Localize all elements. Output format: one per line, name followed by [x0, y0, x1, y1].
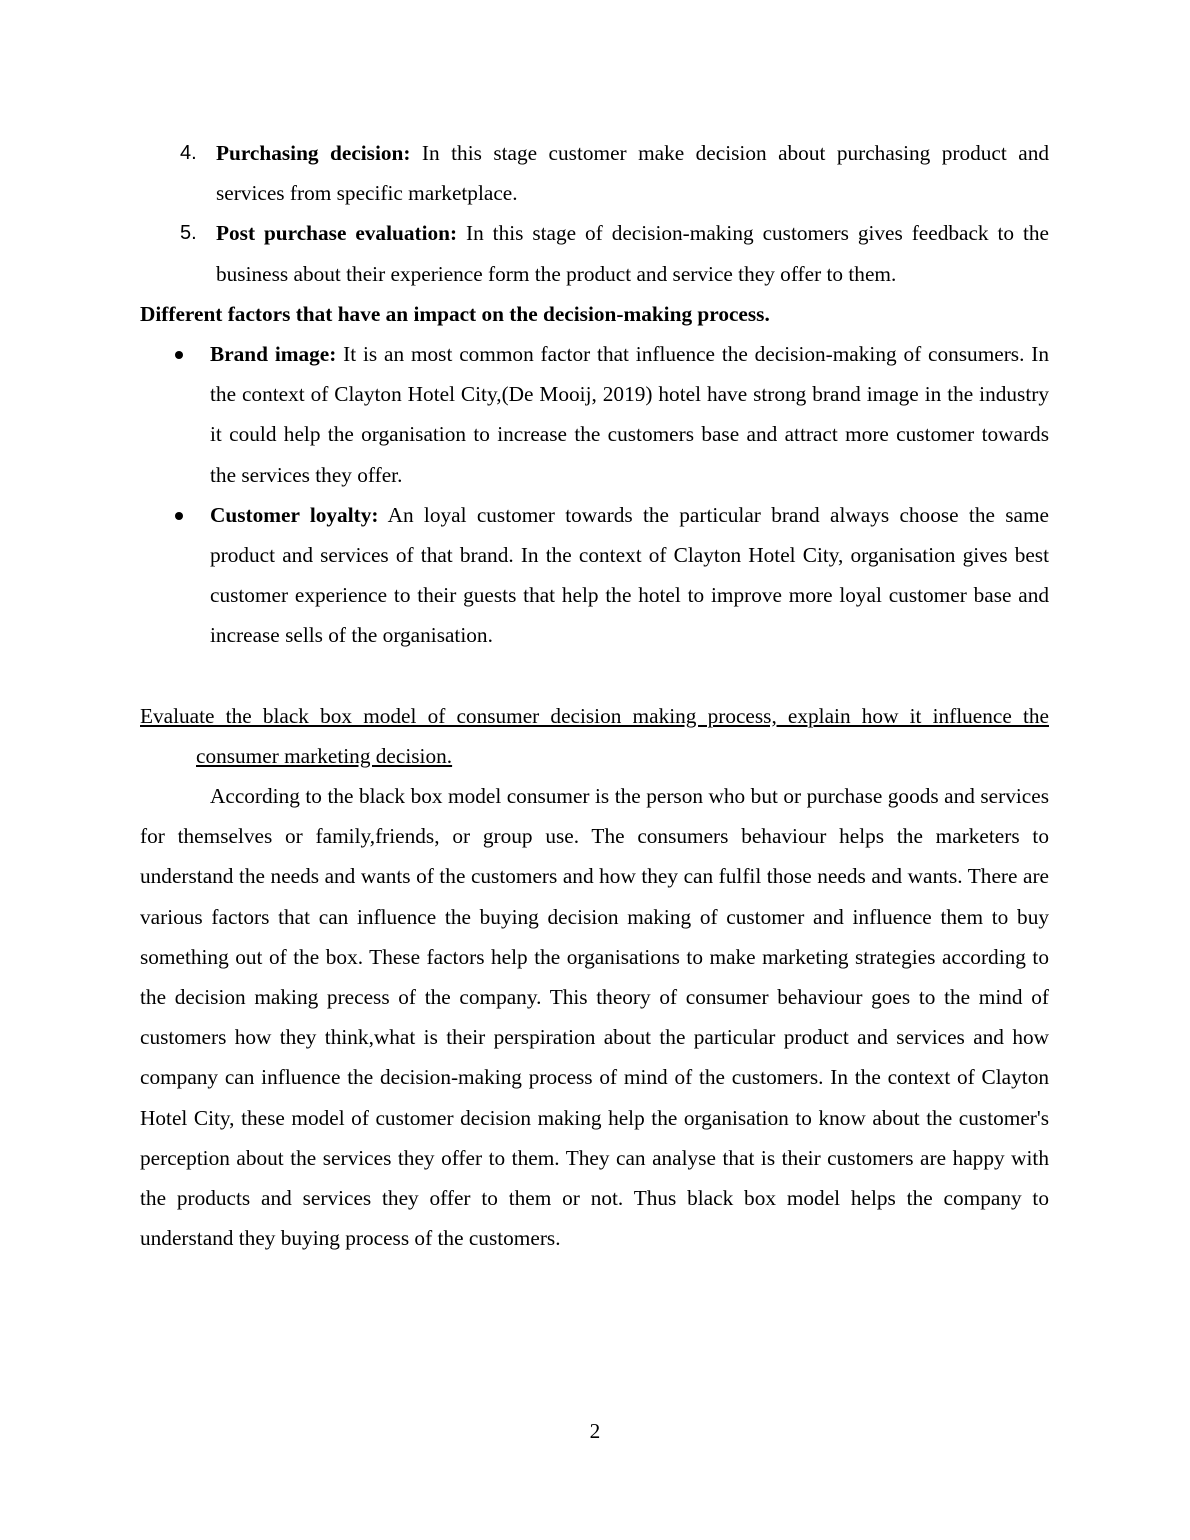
bullet-item-term: Customer loyalty:	[210, 502, 379, 527]
blank-line	[140, 656, 1049, 696]
list-item-term: Post purchase evaluation:	[216, 221, 458, 246]
bullet-item	[140, 334, 1049, 495]
list-item	[140, 133, 1049, 213]
list-item	[140, 213, 1049, 293]
section-heading: Evaluate the black box model of consumer decision making process, explain how it influence the consumer marketing decision.	[140, 703, 1049, 768]
list-item-term: Purchasing decision:	[216, 141, 411, 165]
bullet-item-text: It is an most common factor that influence the decision-making of consumers. In the context of Clayton Hotel City,(De Mooij, 2019) hotel have strong brand image in the industry it could help the organisation to increase the customers base and attract more customer towards the services they offer.	[210, 342, 1049, 487]
bullet-item-text: An loyal customer towards the particular brand always choose the same product and services of that brand. In the context of Clayton Hotel City, organisation gives best customer experience to their guests that help the hotel to improve more loyal customer base and increase sells of the organisation.	[210, 502, 1049, 648]
bullet-item	[140, 495, 1049, 656]
list-number: 5.	[180, 222, 197, 245]
bullet-list	[140, 334, 1049, 656]
list-number: 4.	[180, 142, 197, 164]
page-number: 2	[589, 1419, 601, 1443]
numbered-list	[140, 133, 1049, 294]
list-item-text: In this stage of decision-making customers gives feedback to the business about their experience form the product and service they offer to them.	[216, 221, 1049, 286]
factors-heading: Different factors that have an impact on the decision-making process.	[140, 301, 770, 326]
list-item-text: In this stage customer make decision about purchasing product and services from specific marketplace.	[216, 141, 1049, 206]
bullet-dot-icon	[175, 512, 183, 520]
bullet-dot-icon	[175, 351, 183, 359]
body-paragraph: According to the black box model consumer is the person who but or purchase goods and services for themselves or family,friends, or group use. The consumers behaviour helps the marketers to understand the needs and wants of the customers and how they can fulfil those needs and wants. There are various factors that can influence the buying decision making of customer and influence them to buy something out of the box. These factors help the organisations to make marketing strategies according to the decision making precess of the company. This theory of consumer behaviour goes to the mind of customers how they think,what is their perspiration about the particular product and services and how company can influence the decision-making process of mind of the customers. In the context of Clayton Hotel City, these model of customer decision making help the organisation to know about the customer's perception about the services they offer to them. They can analyse that is their customers are happy with the products and services they offer to them or not. Thus black box model helps the company to understand they buying process of the customers.	[140, 784, 1049, 1251]
bullet-item-term: Brand image:	[210, 342, 337, 367]
document-page	[140, 133, 1049, 1258]
